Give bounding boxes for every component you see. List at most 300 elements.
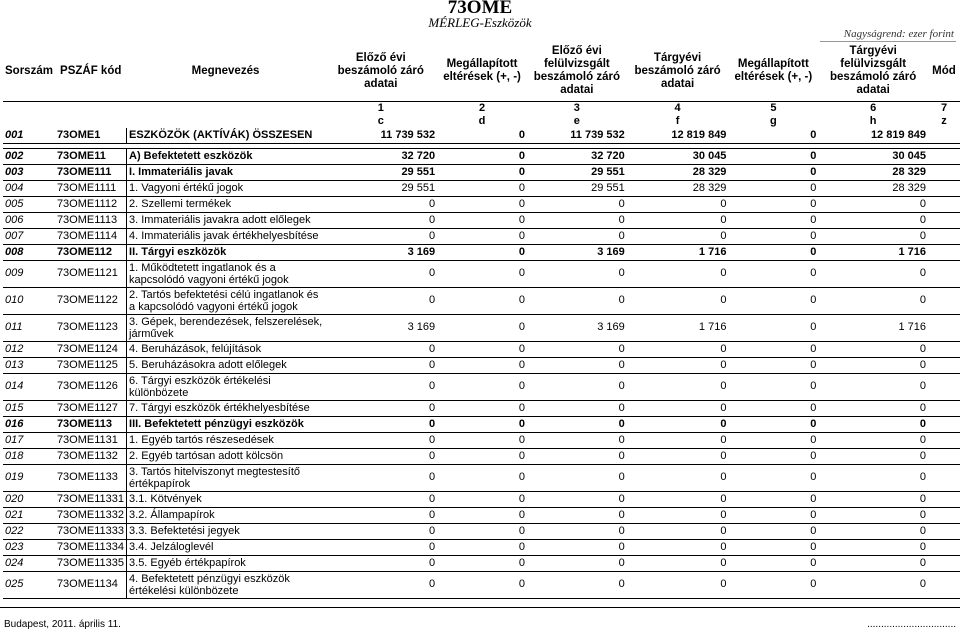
row-value-6: 1 716 xyxy=(818,314,928,341)
colnum-7: 7 xyxy=(928,101,960,115)
row-value-2: 0 xyxy=(437,260,527,287)
row-value-1: 29 551 xyxy=(324,164,437,180)
row-value-1: 0 xyxy=(324,571,437,598)
row-name: 6. Tárgyi eszközök értékelési különbözete xyxy=(127,373,325,400)
row-value-2: 0 xyxy=(437,244,527,260)
row-mod xyxy=(928,373,960,400)
row-mod xyxy=(928,432,960,448)
row-value-4: 0 xyxy=(627,228,729,244)
row-value-6: 0 xyxy=(818,260,928,287)
row-value-2: 0 xyxy=(437,571,527,598)
row-mod xyxy=(928,228,960,244)
row-value-6: 0 xyxy=(818,416,928,432)
row-number: 005 xyxy=(3,196,55,212)
row-value-5: 0 xyxy=(728,357,818,373)
row-mod xyxy=(928,448,960,464)
row-mod xyxy=(928,180,960,196)
table-row xyxy=(3,523,960,539)
row-name: 4. Befektetett pénzügyi eszközök értékelési különbözete xyxy=(127,571,325,598)
row-value-4: 0 xyxy=(627,464,729,491)
document-subtitle: MÉRLEG-Eszközök xyxy=(428,15,532,30)
row-name: 2. Tartós befektetési célú ingatlanok és a kapcsolódó vagyoni értékű jogok xyxy=(127,287,325,314)
row-value-6: 0 xyxy=(818,464,928,491)
bottom-rule xyxy=(0,607,960,608)
row-value-3: 0 xyxy=(527,491,627,507)
row-value-2: 0 xyxy=(437,555,527,571)
row-name: 4. Beruházások, felújítások xyxy=(127,341,325,357)
table-row xyxy=(3,164,960,180)
row-mod xyxy=(928,196,960,212)
row-name: 3.3. Befektetési jegyek xyxy=(127,523,325,539)
header-col6: Tárgyévi felülvizsgált beszámoló záró adatai xyxy=(830,45,917,97)
header-megnevezes: Megnevezés xyxy=(191,64,260,77)
row-value-6: 0 xyxy=(818,373,928,400)
row-pszaf-code: 73OME113 xyxy=(55,416,127,432)
row-value-5: 0 xyxy=(728,212,818,228)
row-value-6: 0 xyxy=(818,539,928,555)
row-number: 002 xyxy=(3,148,55,164)
row-value-4: 0 xyxy=(627,196,729,212)
header-col3: Előző évi felülvizsgált beszámoló záró adatai xyxy=(533,45,620,97)
row-value-2: 0 xyxy=(437,448,527,464)
row-value-4: 0 xyxy=(627,432,729,448)
row-number: 017 xyxy=(3,432,55,448)
unit-note: Nagyságrend: ezer forint xyxy=(843,28,954,40)
row-name: 3. Tartós hitelviszonyt megtestesítő értékpapírok xyxy=(127,464,325,491)
row-value-5: 0 xyxy=(728,128,818,144)
row-value-3: 0 xyxy=(527,523,627,539)
document-title: 73OME xyxy=(447,0,513,18)
row-name: A) Befektetett eszközök xyxy=(127,148,325,164)
row-value-5: 0 xyxy=(728,400,818,416)
row-value-6: 28 329 xyxy=(818,164,928,180)
row-value-3: 0 xyxy=(527,432,627,448)
row-value-6: 12 819 849 xyxy=(818,128,928,144)
table-row xyxy=(3,539,960,555)
row-value-3: 29 551 xyxy=(527,164,627,180)
row-mod xyxy=(928,148,960,164)
row-value-4: 30 045 xyxy=(627,148,729,164)
row-name: 5. Beruházásokra adott előlegek xyxy=(127,357,325,373)
table-row xyxy=(3,464,960,491)
row-value-4: 0 xyxy=(627,571,729,598)
row-value-1: 0 xyxy=(324,341,437,357)
row-mod xyxy=(928,571,960,598)
row-value-6: 0 xyxy=(818,555,928,571)
table-row xyxy=(3,373,960,400)
row-value-2: 0 xyxy=(437,523,527,539)
row-value-2: 0 xyxy=(437,416,527,432)
row-value-5: 0 xyxy=(728,314,818,341)
row-name: 3.2. Állampapírok xyxy=(127,507,325,523)
row-value-2: 0 xyxy=(437,164,527,180)
balance-sheet-table xyxy=(3,42,960,599)
row-name: 3. Immateriális javakra adott előlegek xyxy=(127,212,325,228)
row-mod xyxy=(928,507,960,523)
header-col2: Megállapított eltérések (+, -) xyxy=(443,58,521,84)
row-number: 015 xyxy=(3,400,55,416)
row-value-1: 0 xyxy=(324,228,437,244)
row-value-6: 0 xyxy=(818,357,928,373)
table-row xyxy=(3,491,960,507)
row-value-4: 0 xyxy=(627,491,729,507)
row-value-1: 29 551 xyxy=(324,180,437,196)
row-pszaf-code: 73OME1131 xyxy=(55,432,127,448)
row-value-2: 0 xyxy=(437,432,527,448)
row-value-1: 0 xyxy=(324,196,437,212)
row-pszaf-code: 73OME11 xyxy=(55,148,127,164)
row-value-4: 1 716 xyxy=(627,314,729,341)
row-value-1: 0 xyxy=(324,464,437,491)
row-value-2: 0 xyxy=(437,400,527,416)
row-pszaf-code: 73OME1114 xyxy=(55,228,127,244)
row-value-2: 0 xyxy=(437,212,527,228)
row-value-3: 29 551 xyxy=(527,180,627,196)
row-mod xyxy=(928,164,960,180)
row-value-2: 0 xyxy=(437,196,527,212)
row-value-2: 0 xyxy=(437,491,527,507)
row-number: 004 xyxy=(3,180,55,196)
row-pszaf-code: 73OME1113 xyxy=(55,212,127,228)
colletter-e: e xyxy=(573,114,580,127)
row-value-3: 0 xyxy=(527,400,627,416)
colletter-g: g xyxy=(770,114,777,127)
row-value-5: 0 xyxy=(728,539,818,555)
row-number: 009 xyxy=(3,260,55,287)
row-value-1: 0 xyxy=(324,523,437,539)
row-number: 025 xyxy=(3,571,55,598)
row-pszaf-code: 73OME1134 xyxy=(55,571,127,598)
row-name: 2. Egyéb tartósan adott kölcsön xyxy=(127,448,325,464)
row-value-1: 3 169 xyxy=(324,244,437,260)
header-pszaf-kod: PSZÁF kód xyxy=(60,64,122,77)
row-name: ESZKÖZÖK (AKTÍVÁK) ÖSSZESEN xyxy=(127,128,325,144)
row-value-5: 0 xyxy=(728,148,818,164)
row-value-1: 0 xyxy=(324,357,437,373)
row-value-2: 0 xyxy=(437,228,527,244)
row-value-2: 0 xyxy=(437,128,527,144)
row-value-6: 0 xyxy=(818,432,928,448)
row-value-6: 0 xyxy=(818,228,928,244)
row-value-4: 0 xyxy=(627,416,729,432)
row-value-1: 0 xyxy=(324,555,437,571)
row-mod xyxy=(928,539,960,555)
row-number: 008 xyxy=(3,244,55,260)
table-row xyxy=(3,148,960,164)
row-value-5: 0 xyxy=(728,555,818,571)
row-value-4: 0 xyxy=(627,539,729,555)
table-row xyxy=(3,416,960,432)
row-number: 022 xyxy=(3,523,55,539)
row-value-2: 0 xyxy=(437,507,527,523)
row-name: 3. Gépek, berendezések, felszerelések, járművek xyxy=(127,314,325,341)
row-number: 019 xyxy=(3,464,55,491)
row-value-3: 0 xyxy=(527,228,627,244)
row-pszaf-code: 73OME1 xyxy=(55,128,127,144)
row-value-5: 0 xyxy=(728,196,818,212)
row-mod xyxy=(928,314,960,341)
colletter-h: h xyxy=(869,114,877,127)
row-pszaf-code: 73OME11334 xyxy=(55,539,127,555)
table-row xyxy=(3,314,960,341)
row-mod xyxy=(928,400,960,416)
row-mod xyxy=(928,416,960,432)
row-value-5: 0 xyxy=(728,260,818,287)
row-value-4: 0 xyxy=(627,357,729,373)
row-name: 1. Működtetett ingatlanok és a kapcsolódó vagyoni értékű jogok xyxy=(127,260,325,287)
row-value-3: 0 xyxy=(527,464,627,491)
row-name: 3.5. Egyéb értékpapírok xyxy=(127,555,325,571)
row-name: 1. Egyéb tartós részesedések xyxy=(127,432,325,448)
row-pszaf-code: 73OME112 xyxy=(55,244,127,260)
table-row xyxy=(3,180,960,196)
row-number: 014 xyxy=(3,373,55,400)
row-value-5: 0 xyxy=(728,416,818,432)
row-value-3: 0 xyxy=(527,555,627,571)
row-pszaf-code: 73OME1123 xyxy=(55,314,127,341)
row-pszaf-code: 73OME11333 xyxy=(55,523,127,539)
row-pszaf-code: 73OME1111 xyxy=(55,180,127,196)
table-row xyxy=(3,128,960,144)
row-value-6: 0 xyxy=(818,448,928,464)
colnum-6: 6 xyxy=(818,101,928,115)
row-number: 001 xyxy=(3,128,55,144)
row-value-2: 0 xyxy=(437,357,527,373)
table-row xyxy=(3,571,960,598)
row-value-1: 0 xyxy=(324,400,437,416)
row-value-5: 0 xyxy=(728,507,818,523)
row-pszaf-code: 73OME1127 xyxy=(55,400,127,416)
row-value-3: 0 xyxy=(527,357,627,373)
row-value-6: 0 xyxy=(818,341,928,357)
row-name: I. Immateriális javak xyxy=(127,164,325,180)
colnum-3: 3 xyxy=(527,101,627,115)
row-value-2: 0 xyxy=(437,341,527,357)
row-value-5: 0 xyxy=(728,464,818,491)
row-name: III. Befektetett pénzügyi eszközök xyxy=(127,416,325,432)
row-number: 021 xyxy=(3,507,55,523)
row-value-1: 0 xyxy=(324,260,437,287)
colletter-z: z xyxy=(941,114,947,127)
row-pszaf-code: 73OME1125 xyxy=(55,357,127,373)
row-mod xyxy=(928,341,960,357)
table-row xyxy=(3,448,960,464)
row-value-4: 0 xyxy=(627,523,729,539)
row-value-2: 0 xyxy=(437,314,527,341)
row-value-6: 0 xyxy=(818,400,928,416)
row-value-4: 12 819 849 xyxy=(627,128,729,144)
row-name: 3.1. Kötvények xyxy=(127,491,325,507)
row-value-2: 0 xyxy=(437,148,527,164)
row-value-3: 0 xyxy=(527,341,627,357)
row-value-3: 0 xyxy=(527,196,627,212)
table-row xyxy=(3,260,960,287)
row-value-5: 0 xyxy=(728,287,818,314)
row-value-5: 0 xyxy=(728,244,818,260)
row-number: 020 xyxy=(3,491,55,507)
row-value-1: 32 720 xyxy=(324,148,437,164)
row-value-5: 0 xyxy=(728,448,818,464)
row-number: 006 xyxy=(3,212,55,228)
row-number: 010 xyxy=(3,287,55,314)
row-value-3: 0 xyxy=(527,571,627,598)
row-value-1: 11 739 532 xyxy=(324,128,437,144)
row-value-3: 3 169 xyxy=(527,244,627,260)
row-pszaf-code: 73OME11332 xyxy=(55,507,127,523)
row-pszaf-code: 73OME11335 xyxy=(55,555,127,571)
row-value-4: 0 xyxy=(627,507,729,523)
row-pszaf-code: 73OME1122 xyxy=(55,287,127,314)
signature-line: ................................ xyxy=(867,619,956,630)
table-row xyxy=(3,341,960,357)
colletter-d: d xyxy=(478,114,486,127)
row-value-6: 0 xyxy=(818,507,928,523)
header-col4: Tárgyévi beszámoló záró adatai xyxy=(634,51,721,90)
row-value-6: 1 716 xyxy=(818,244,928,260)
row-value-3: 32 720 xyxy=(527,148,627,164)
row-mod xyxy=(928,287,960,314)
row-number: 012 xyxy=(3,341,55,357)
table-row xyxy=(3,196,960,212)
row-mod xyxy=(928,244,960,260)
colletter-c: c xyxy=(377,114,384,127)
row-value-5: 0 xyxy=(728,373,818,400)
colnum-2: 2 xyxy=(437,101,527,115)
colnum-1: 1 xyxy=(324,101,437,115)
table-row xyxy=(3,400,960,416)
row-mod xyxy=(928,212,960,228)
row-value-4: 0 xyxy=(627,212,729,228)
row-value-2: 0 xyxy=(437,373,527,400)
header-col1: Előző évi beszámoló záró adatai xyxy=(337,51,424,90)
row-value-6: 30 045 xyxy=(818,148,928,164)
row-value-4: 0 xyxy=(627,555,729,571)
row-value-1: 0 xyxy=(324,212,437,228)
row-name: 7. Tárgyi eszközök értékhelyesbítése xyxy=(127,400,325,416)
row-pszaf-code: 73OME1124 xyxy=(55,341,127,357)
row-value-4: 0 xyxy=(627,341,729,357)
row-value-3: 0 xyxy=(527,212,627,228)
row-value-3: 11 739 532 xyxy=(527,128,627,144)
colnum-4: 4 xyxy=(627,101,729,115)
row-value-3: 0 xyxy=(527,507,627,523)
row-value-1: 0 xyxy=(324,539,437,555)
header-sorszam: Sorszám xyxy=(5,64,53,77)
row-value-5: 0 xyxy=(728,491,818,507)
row-number: 016 xyxy=(3,416,55,432)
row-value-1: 0 xyxy=(324,416,437,432)
row-pszaf-code: 73OME111 xyxy=(55,164,127,180)
row-value-1: 0 xyxy=(324,373,437,400)
row-name: 1. Vagyoni értékű jogok xyxy=(127,180,325,196)
row-number: 024 xyxy=(3,555,55,571)
row-value-2: 0 xyxy=(437,539,527,555)
row-value-5: 0 xyxy=(728,523,818,539)
row-value-5: 0 xyxy=(728,571,818,598)
row-value-3: 0 xyxy=(527,287,627,314)
row-value-3: 0 xyxy=(527,539,627,555)
table-row xyxy=(3,212,960,228)
row-pszaf-code: 73OME1121 xyxy=(55,260,127,287)
row-value-2: 0 xyxy=(437,287,527,314)
row-number: 003 xyxy=(3,164,55,180)
row-value-1: 3 169 xyxy=(324,314,437,341)
row-value-6: 0 xyxy=(818,287,928,314)
row-name: 2. Szellemi termékek xyxy=(127,196,325,212)
row-value-4: 0 xyxy=(627,400,729,416)
colletter-f: f xyxy=(675,114,680,127)
header-col5: Megállapított eltérések (+, -) xyxy=(734,58,813,84)
row-mod xyxy=(928,491,960,507)
row-mod xyxy=(928,128,960,144)
row-value-5: 0 xyxy=(728,180,818,196)
row-value-5: 0 xyxy=(728,341,818,357)
row-value-6: 0 xyxy=(818,212,928,228)
row-number: 018 xyxy=(3,448,55,464)
table-row xyxy=(3,432,960,448)
row-value-6: 0 xyxy=(818,196,928,212)
row-value-3: 0 xyxy=(527,260,627,287)
row-mod xyxy=(928,357,960,373)
row-mod xyxy=(928,523,960,539)
row-pszaf-code: 73OME1132 xyxy=(55,448,127,464)
colnum-5: 5 xyxy=(728,101,818,115)
row-value-4: 28 329 xyxy=(627,180,729,196)
row-pszaf-code: 73OME1126 xyxy=(55,373,127,400)
table-row xyxy=(3,287,960,314)
row-value-3: 3 169 xyxy=(527,314,627,341)
row-value-5: 0 xyxy=(728,164,818,180)
row-value-6: 28 329 xyxy=(818,180,928,196)
row-pszaf-code: 73OME1112 xyxy=(55,196,127,212)
row-value-3: 0 xyxy=(527,416,627,432)
table-row xyxy=(3,244,960,260)
table-row xyxy=(3,228,960,244)
row-name: II. Tárgyi eszközök xyxy=(127,244,325,260)
header-mod: Mód xyxy=(932,64,956,77)
row-number: 023 xyxy=(3,539,55,555)
row-value-6: 0 xyxy=(818,523,928,539)
row-number: 011 xyxy=(3,314,55,341)
row-value-4: 28 329 xyxy=(627,164,729,180)
row-mod xyxy=(928,555,960,571)
place-date: Budapest, 2011. április 11. xyxy=(4,619,121,630)
row-value-1: 0 xyxy=(324,507,437,523)
row-value-4: 1 716 xyxy=(627,244,729,260)
row-number: 007 xyxy=(3,228,55,244)
row-pszaf-code: 73OME1133 xyxy=(55,464,127,491)
row-value-6: 0 xyxy=(818,571,928,598)
row-value-3: 0 xyxy=(527,448,627,464)
table-row xyxy=(3,507,960,523)
table-row xyxy=(3,555,960,571)
row-value-1: 0 xyxy=(324,432,437,448)
row-value-6: 0 xyxy=(818,491,928,507)
row-value-4: 0 xyxy=(627,260,729,287)
row-value-4: 0 xyxy=(627,287,729,314)
row-name: 3.4. Jelzáloglevél xyxy=(127,539,325,555)
row-value-1: 0 xyxy=(324,491,437,507)
row-value-4: 0 xyxy=(627,373,729,400)
row-value-4: 0 xyxy=(627,448,729,464)
row-mod xyxy=(928,260,960,287)
row-number: 013 xyxy=(3,357,55,373)
row-value-5: 0 xyxy=(728,432,818,448)
table-row xyxy=(3,357,960,373)
row-value-1: 0 xyxy=(324,287,437,314)
row-value-1: 0 xyxy=(324,448,437,464)
row-value-2: 0 xyxy=(437,180,527,196)
